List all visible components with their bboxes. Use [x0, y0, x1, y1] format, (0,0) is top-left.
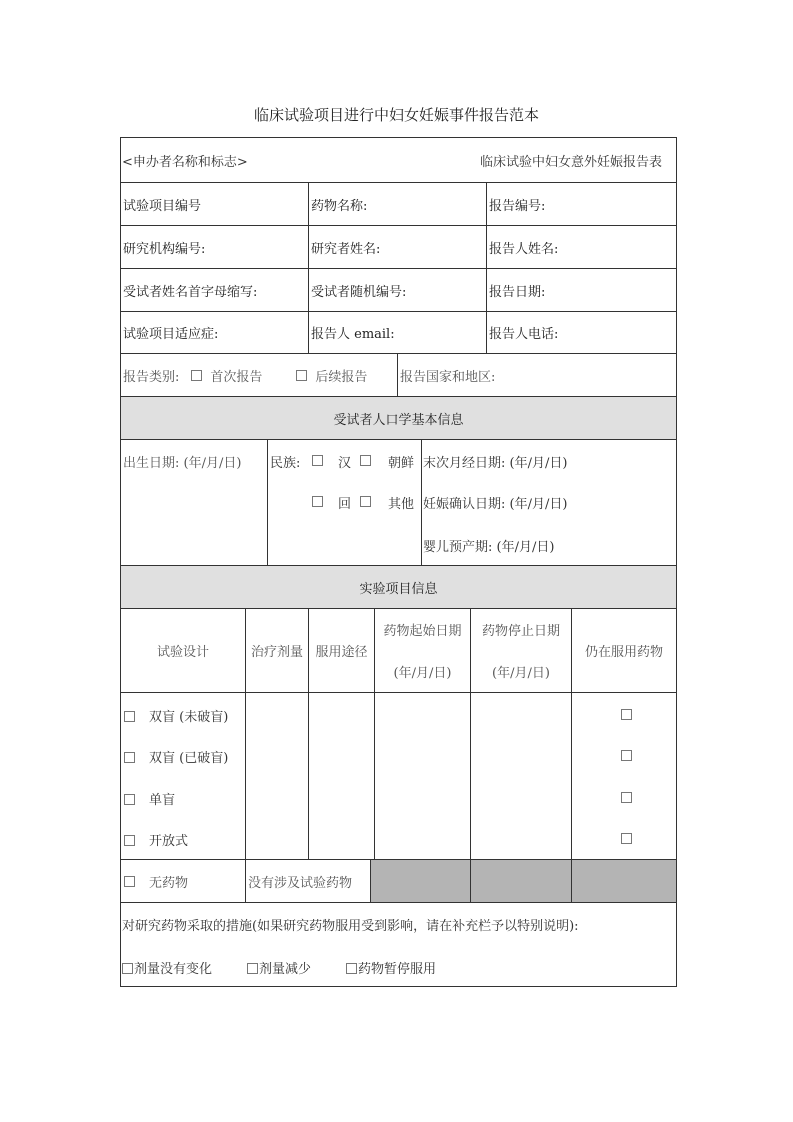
drug-name-label: 药物名称:	[311, 198, 368, 214]
lmp-label[interactable]: 末次月经日期: (年/月/日)	[423, 456, 568, 471]
other-ethnicity-label: 其他	[388, 497, 415, 512]
reporter-phone-label: 报告人电话:	[489, 327, 559, 342]
report-type-cell	[121, 354, 398, 396]
no-drug-cell[interactable]	[121, 860, 246, 902]
indication-label: 试验项目适应症:	[123, 327, 219, 342]
reporter-email-label: 报告人 email:	[311, 327, 395, 342]
dose-header-label: 治疗剂量	[250, 645, 303, 660]
design-label: 双盲 (已破盲)	[149, 751, 229, 766]
measures-label: 对研究药物采取的措施(如果研究药物服用受到影响，请在补充栏予以特别说明):	[122, 919, 579, 934]
dose-header	[246, 609, 309, 692]
design-option-double-blind-unblinded[interactable]	[124, 706, 228, 725]
form-name: 临床试验中妇女意外妊娠报告表	[479, 155, 662, 170]
no-drug-row	[121, 860, 676, 903]
ongoing-checkbox-3[interactable]	[621, 792, 632, 803]
report-type-label: 报告类别:	[123, 369, 180, 385]
first-report-label: 首次报告	[210, 369, 263, 385]
measure-dose-reduced[interactable]	[247, 958, 311, 977]
followup-report-label: 后续报告	[315, 369, 368, 385]
route-input-cell[interactable]	[309, 693, 375, 859]
measure-drug-paused[interactable]	[346, 958, 436, 977]
pregnancy-confirm-label[interactable]: 妊娠确认日期: (年/月/日)	[423, 497, 568, 512]
design-header-label: 试验设计	[156, 645, 209, 660]
ongoing-header-label: 仍在服用药物	[584, 645, 663, 660]
demographics-title: 受试者人口学基本信息	[333, 412, 464, 428]
ethnicity-label: 民族:	[270, 456, 301, 471]
drug-paused-checkbox[interactable]	[346, 963, 357, 974]
ethnicity-cell	[268, 440, 422, 565]
indication-field[interactable]	[121, 312, 309, 353]
start-date-format: (年/月/日)	[393, 665, 452, 681]
route-header	[309, 609, 375, 692]
design-header	[121, 609, 246, 692]
site-number-field[interactable]	[121, 226, 309, 268]
open-label-checkbox[interactable]	[124, 835, 135, 846]
dob-label: 出生日期: (年/月/日)	[123, 456, 242, 471]
no-drug-note: 没有涉及试验药物	[248, 875, 353, 891]
stop-date-input-cell[interactable]	[471, 693, 572, 859]
subject-initials-label: 受试者姓名首字母缩写:	[123, 284, 258, 300]
report-country-label: 报告国家和地区:	[400, 369, 496, 385]
single-blind-checkbox[interactable]	[124, 794, 135, 805]
first-report-checkbox[interactable]	[191, 370, 202, 381]
no-drug-shaded-stop	[471, 860, 572, 902]
no-drug-shaded-ongoing	[572, 860, 676, 902]
dose-reduced-checkbox[interactable]	[247, 963, 258, 974]
demographics-row	[121, 440, 676, 566]
measures-row	[121, 903, 676, 986]
trial-section-header	[121, 566, 676, 609]
subject-random-number-label: 受试者随机编号:	[311, 284, 407, 300]
double-blind-unblinded-checkbox[interactable]	[124, 711, 135, 722]
start-date-input-cell[interactable]	[375, 693, 471, 859]
no-change-checkbox[interactable]	[122, 963, 133, 974]
no-drug-label: 无药物	[149, 875, 189, 891]
followup-report-checkbox[interactable]	[296, 370, 307, 381]
reporter-name-label: 报告人姓名:	[489, 241, 559, 257]
double-blind-blinded-checkbox[interactable]	[124, 752, 135, 763]
design-option-open-label[interactable]	[124, 830, 188, 849]
ongoing-header	[572, 609, 676, 692]
investigator-name-label: 研究者姓名:	[311, 241, 381, 257]
pregnancy-report-form	[120, 137, 677, 987]
page-title: 临床试验项目进行中妇女妊娠事件报告范本	[253, 106, 539, 124]
hui-label: 回	[338, 497, 352, 512]
no-drug-checkbox[interactable]	[124, 876, 135, 887]
info-row-4	[121, 312, 676, 354]
report-date-label: 报告日期:	[489, 284, 546, 300]
reporter-name-field[interactable]	[487, 226, 676, 268]
form-header-row	[121, 138, 676, 183]
design-label: 开放式	[149, 834, 189, 849]
route-header-label: 服用途径	[315, 645, 368, 660]
site-number-label: 研究机构编号:	[123, 241, 206, 257]
demographics-section-header	[121, 397, 676, 440]
info-row-1	[121, 183, 676, 226]
ongoing-checkbox-1[interactable]	[621, 709, 632, 720]
report-number-label: 报告编号:	[489, 198, 546, 214]
trial-title: 实验项目信息	[359, 581, 438, 597]
report-type-row	[121, 354, 676, 397]
korean-checkbox[interactable]	[360, 455, 371, 466]
investigator-name-field[interactable]	[309, 226, 487, 268]
subject-initials-field[interactable]	[121, 269, 309, 311]
no-drug-note-cell	[246, 860, 371, 902]
no-drug-shaded-start	[371, 860, 471, 902]
design-label: 单盲	[149, 793, 176, 808]
report-date-field[interactable]	[487, 269, 676, 311]
dose-input-cell[interactable]	[246, 693, 309, 859]
due-date-label[interactable]: 婴儿预产期: (年/月/日)	[423, 540, 555, 555]
ongoing-options-cell	[572, 693, 676, 859]
trial-design-row	[121, 693, 676, 860]
trial-number-field[interactable]	[121, 183, 309, 225]
drug-name-field[interactable]	[309, 183, 487, 225]
start-date-header-label: 药物起始日期	[383, 624, 462, 640]
stop-date-format: (年/月/日)	[492, 665, 550, 681]
no-change-label: 剂量没有变化	[134, 962, 213, 977]
hui-checkbox[interactable]	[312, 496, 323, 507]
measure-no-change[interactable]	[122, 958, 212, 977]
dose-reduced-label: 剂量减少	[259, 962, 312, 977]
drug-paused-label: 药物暂停服用	[358, 962, 437, 977]
trial-number-label: 试验项目编号	[123, 198, 202, 214]
stop-date-header	[471, 609, 572, 692]
info-row-3	[121, 269, 676, 312]
korean-label: 朝鲜	[388, 456, 415, 471]
sponsor-name: <申办者名称和标志>	[122, 155, 248, 170]
design-option-double-blind-blinded[interactable]	[124, 747, 228, 766]
report-number-field[interactable]	[487, 183, 676, 225]
subject-random-number-field[interactable]	[309, 269, 487, 311]
han-checkbox[interactable]	[312, 455, 323, 466]
design-label: 双盲 (未破盲)	[149, 710, 229, 725]
stop-date-header-label: 药物停止日期	[481, 624, 560, 640]
pregnancy-dates-cell	[422, 440, 676, 565]
trial-header-row	[121, 609, 676, 693]
reporter-phone-field[interactable]	[487, 312, 676, 353]
info-row-2	[121, 226, 676, 269]
start-date-header	[375, 609, 471, 692]
other-ethnicity-checkbox[interactable]	[360, 496, 371, 507]
dob-field[interactable]	[121, 440, 268, 565]
ongoing-checkbox-4[interactable]	[621, 833, 632, 844]
ongoing-checkbox-2[interactable]	[621, 750, 632, 761]
reporter-email-field[interactable]	[309, 312, 487, 353]
report-country-field[interactable]	[398, 354, 676, 396]
design-option-single-blind[interactable]	[124, 789, 175, 808]
design-options-cell	[121, 693, 246, 859]
han-label: 汉	[338, 456, 352, 471]
